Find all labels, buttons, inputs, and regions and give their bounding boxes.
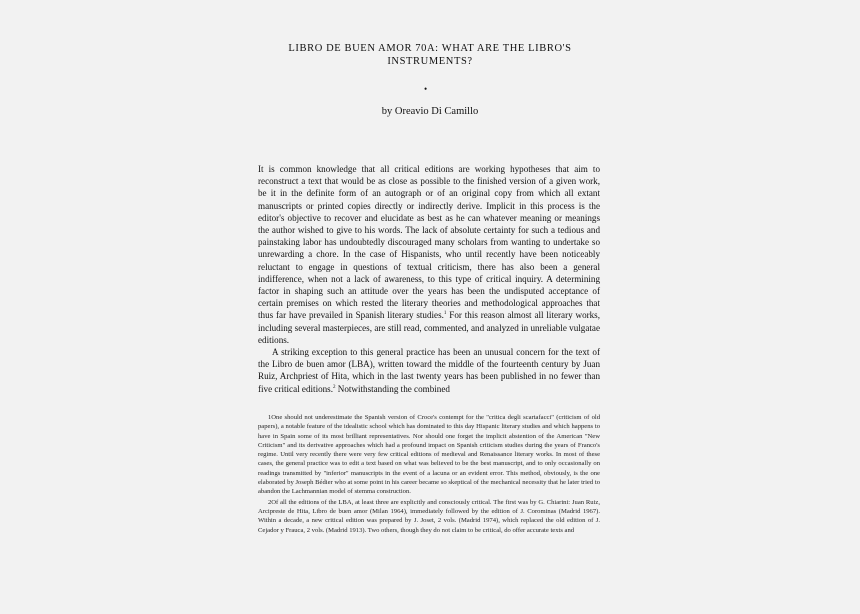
paragraph-2-text: A striking exception to this general practice has been an unusual concern for the text of the Libro de buen amor (LBA), written toward the middle of the fourteenth century by Juan Ruiz, Archpriest of Hita, which in the last twenty years has been published in no fewer than five critical editions. bbox=[258, 347, 600, 394]
title-bullet: • bbox=[424, 84, 428, 94]
footnotes bbox=[258, 413, 600, 536]
paragraph-2-tail: Notwithstanding the combined bbox=[335, 383, 450, 394]
paragraph-1 bbox=[258, 163, 600, 346]
body-text bbox=[258, 163, 600, 395]
article-title bbox=[150, 42, 710, 68]
footnote-1: 1One should not underestimate the Spanish version of Croce's contempt for the "critica degli scartafacci" (criticism of old papers), a notable feature of the idealistic school which has dominated to this day Hispanic literary studies and which happens to have in Spain some of its most brilliant representatives. Nor should one forget the implicit abstention of the American "New Criticism" and its derivative approaches which had a profound impact on Spanish criticism studies during the years of Franco's regime. Until very recently there were very few critical editions of medieval and Renaissance literary works. In most of these cases, the general practice was to edit a text based on what was believed to be the best manuscript, and to only occasionally on readings transmitted by "inferior" manuscripts in the event of a lacuna or an evident error. This method, obviously, is the one elaborated by Joseph Bédier who at some point in his career became so skeptical of the mechanical necessity that he later tried to abandon the Lachmannian model of stemma construction. bbox=[258, 414, 600, 496]
footnote-ref-2: 2 bbox=[333, 384, 336, 390]
author-byline: by Oreavio Di Camillo bbox=[381, 106, 479, 117]
paragraph-1-tail: For this reason almost all literary works, including several masterpieces, are still read, commented, and analyzed in unreliable vulgatae editions. bbox=[258, 310, 600, 345]
paragraph-1-text: It is common knowledge that all critical editions are working hypotheses that aim to reconstruct a text that would be as close as possible to the finished version of a given work, be it in the definite form of an autograph or of an original copy from which all extant manuscripts or printed copies directly or indirectly derive. Implicit in this process is the editor's objective to recover and elucidate as best as he can whatever meaning or meanings the author wished to give to his words. The lack of absolute certainty for such a tedious and painstaking labor has undoubtedly discouraged many scholars from wanting to undertake so unrewarding a chore. In the case of Hispanists, who until recently have been noticeably reluctant to engage in questions of textual criticism, there has also been a general indifference, when not a lack of awareness, to this type of critical inquiry. A determining factor in shaping such an attitude over the years has been the undisputed acceptance of certain premises on which rested the literary theories and methodological approaches that thus far have prevailed in Spanish literary studies. bbox=[258, 164, 600, 321]
article-title-line-2: INSTRUMENTS? bbox=[387, 56, 473, 67]
footnote-ref-1: 1 bbox=[443, 311, 447, 317]
paragraph-2 bbox=[258, 346, 600, 395]
footnote-2: 2Of all the editions of the LBA, at least three are explicitly and consciously critical. The first was by G. Chiarini: Juan Ruiz, Arcipreste de Hita, Libro de buen amor (Milan 1964), immediately followed by the edition of J. Corominas (Madrid 1967). Within a decade, a new critical edition was prepared by J. Joset, 2 vols. (Madrid 1974), which replaced the old edition of J. Cejador y Frauca, 2 vols. (Madrid 1913). Two others, though they do not claim to be critical, do offer accurate texts and bbox=[258, 498, 600, 534]
article-title-line-1: LIBRO DE BUEN AMOR 70A: WHAT ARE THE LIBRO'S bbox=[288, 43, 572, 54]
